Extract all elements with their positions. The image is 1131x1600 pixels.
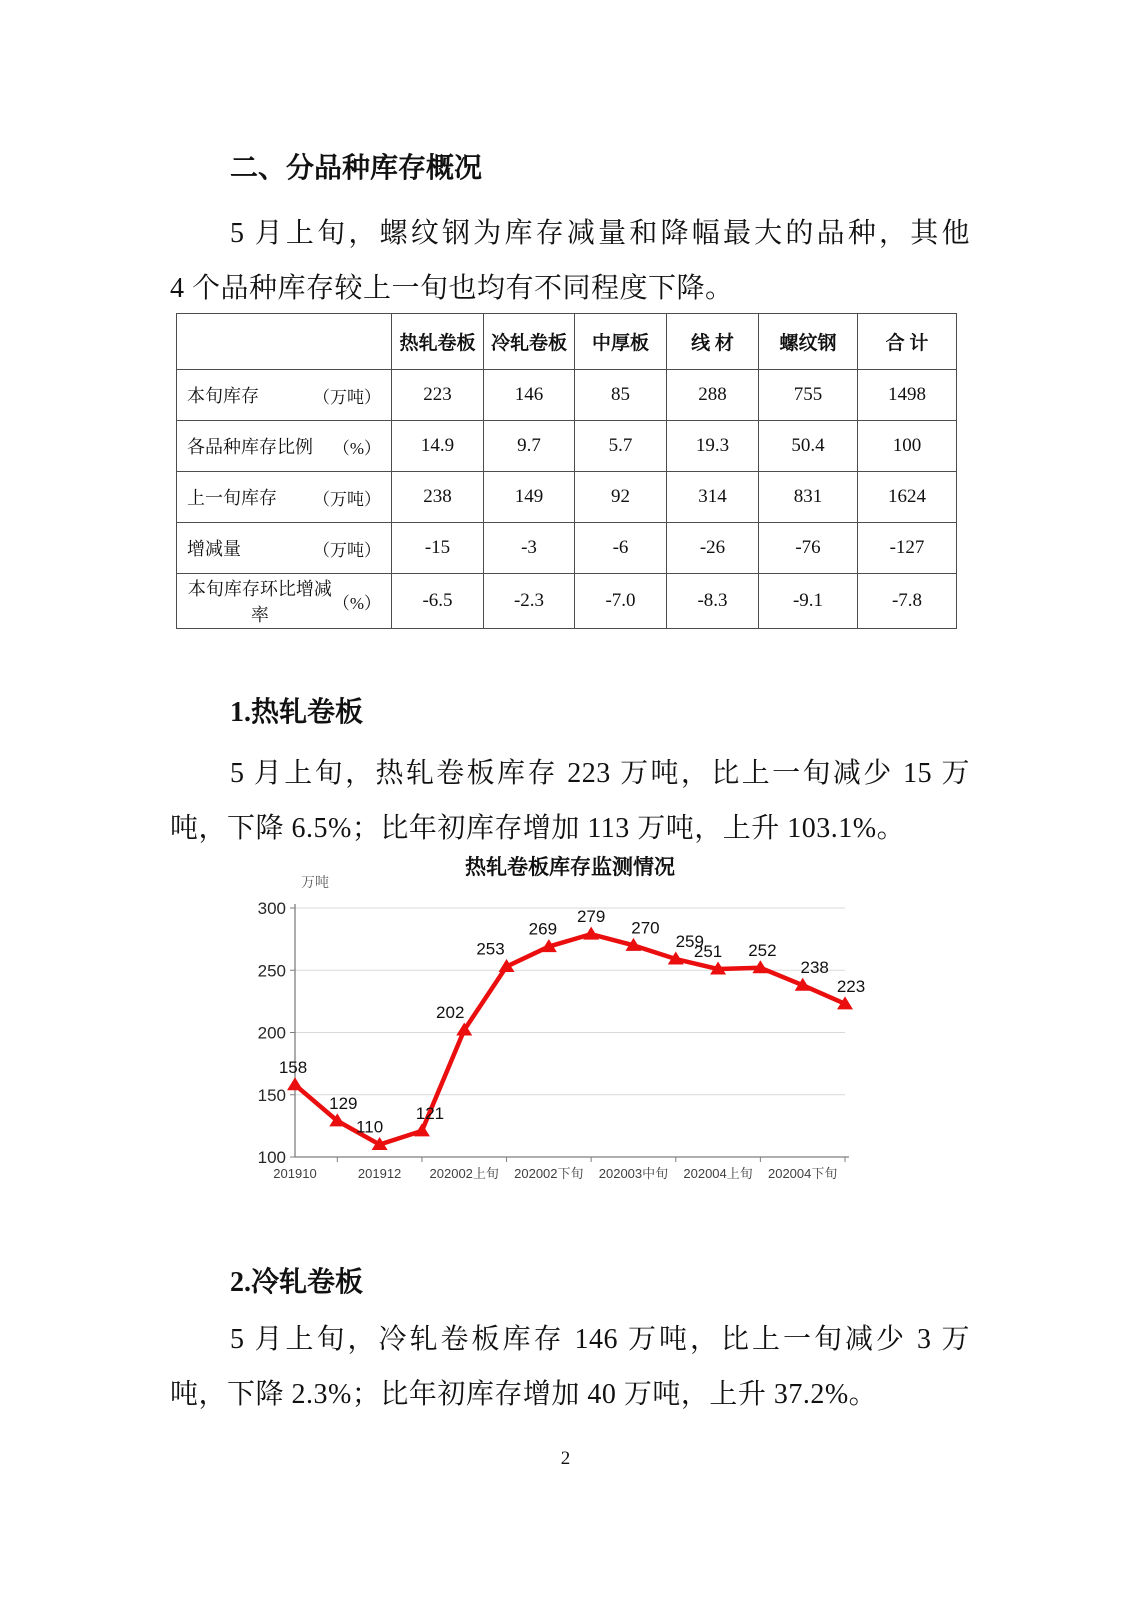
page-number: 2 [560, 1448, 571, 1469]
row-unit: （%） [332, 593, 381, 613]
table-row [177, 574, 957, 629]
y-tick-label: 300 [257, 899, 286, 918]
y-tick-label: 250 [257, 961, 286, 981]
cell-value: -3 [484, 523, 575, 574]
sub2-heading: 2.冷轧卷板 [230, 1267, 364, 1298]
cell-value: -76 [759, 523, 858, 574]
col-header-cold-rolled: 冷轧卷板 [484, 314, 575, 370]
data-point-label: 252 [748, 940, 777, 960]
cell-value: 314 [667, 472, 759, 523]
data-point-marker [583, 927, 599, 940]
data-point-label: 279 [576, 907, 606, 927]
data-point-label: 251 [693, 942, 723, 962]
sub1-line-2: 吨，下降 6.5%；比年初库存增加 113 万吨，上升 103.1%。 [170, 813, 906, 844]
cell-value: 1624 [858, 472, 957, 523]
cell-value: 9.7 [484, 421, 575, 472]
x-tick-label: 202004上旬 [683, 1166, 753, 1181]
row-label [178, 535, 390, 561]
data-point-marker [287, 1077, 303, 1090]
line-chart [240, 838, 880, 1198]
row-label [178, 575, 390, 627]
cell-value: 223 [392, 370, 484, 421]
data-point-label: 223 [836, 976, 866, 996]
x-tick-label: 202002下旬 [514, 1166, 584, 1181]
row-unit: （%） [332, 438, 381, 458]
col-header-hot-rolled: 热轧卷板 [392, 314, 484, 370]
sub2-line-1: 5 月上旬，冷轧卷板库存 146 万吨，比上一旬减少 3 万 [230, 1324, 970, 1355]
col-header-total: 合 计 [858, 314, 957, 370]
col-header-rebar: 螺纹钢 [759, 314, 858, 370]
cell-value: 92 [575, 472, 667, 523]
cell-value: -7.8 [858, 574, 957, 629]
cell-value: -26 [667, 523, 759, 574]
cell-value: 146 [484, 370, 575, 421]
row-label-text: 各品种库存比例 [187, 437, 313, 457]
table-row [177, 370, 957, 421]
cell-value: 19.3 [667, 421, 759, 472]
cell-value: -2.3 [484, 574, 575, 629]
row-unit: （万吨） [313, 387, 381, 407]
table-row [177, 421, 957, 472]
cell-value: 100 [858, 421, 957, 472]
cell-value: -15 [392, 523, 484, 574]
row-unit: （万吨） [313, 540, 381, 560]
data-point-label: 238 [800, 958, 829, 978]
data-point-marker [414, 1123, 430, 1136]
cell-value: -6.5 [392, 574, 484, 629]
data-point-label: 270 [631, 918, 660, 938]
cell-value: 85 [575, 370, 667, 421]
chart-y-axis-unit: 万吨 [301, 876, 329, 891]
row-unit: （万吨） [313, 489, 381, 509]
cell-value: 5.7 [575, 421, 667, 472]
data-point-label: 110 [356, 1117, 384, 1137]
cell-value: -127 [858, 523, 957, 574]
table-row [177, 472, 957, 523]
x-tick-label: 201912 [357, 1166, 402, 1181]
x-tick-label: 202003中旬 [598, 1166, 669, 1181]
x-tick-label: 201910 [273, 1166, 317, 1181]
x-tick-label: 202002上旬 [429, 1166, 499, 1181]
x-tick-label: 202004下旬 [767, 1166, 838, 1181]
table-header-row [177, 314, 957, 370]
row-label-text: 本旬库存环比增减率 [187, 579, 332, 625]
data-point-label: 259 [675, 932, 704, 952]
cell-value: 238 [392, 472, 484, 523]
sub1-line-1: 5 月上旬，热轧卷板库存 223 万吨，比上一旬减少 15 万 [230, 758, 970, 789]
table-row [177, 523, 957, 574]
y-tick-label: 150 [257, 1085, 286, 1105]
cell-value: -8.3 [667, 574, 759, 629]
data-point-label: 158 [278, 1057, 308, 1077]
row-label-text: 上一旬库存 [187, 488, 277, 508]
data-point-label: 202 [436, 1003, 465, 1023]
cell-value: 1498 [858, 370, 957, 421]
chart-title: 热轧卷板库存监测情况 [465, 855, 675, 879]
row-label-text: 本旬库存 [187, 386, 259, 406]
cell-value: -6 [575, 523, 667, 574]
sub1-heading: 1.热轧卷板 [230, 697, 364, 728]
intro-line-1: 5 月上旬，螺纹钢为库存减量和降幅最大的品种，其他 [230, 218, 970, 249]
y-tick-label: 100 [257, 1148, 286, 1167]
cell-value: 14.9 [392, 421, 484, 472]
data-point-label: 129 [329, 1093, 358, 1113]
cell-value: 288 [667, 370, 759, 421]
data-point-label: 269 [528, 919, 558, 939]
col-header-wire: 线 材 [667, 314, 759, 370]
section-heading: 二、分品种库存概况 [230, 153, 483, 184]
cell-value: 755 [759, 370, 858, 421]
y-tick-label: 200 [257, 1023, 286, 1043]
cell-value: 50.4 [759, 421, 858, 472]
col-header-blank [177, 314, 392, 370]
inventory-table [176, 313, 957, 629]
intro-line-2: 4 个品种库存较上一旬也均有不同程度下降。 [170, 273, 734, 304]
cell-value: -7.0 [575, 574, 667, 629]
data-point-label: 253 [476, 939, 505, 959]
row-label [178, 382, 390, 408]
col-header-plate: 中厚板 [575, 314, 667, 370]
cell-value: 149 [484, 472, 575, 523]
row-label [178, 484, 390, 510]
sub2-line-2: 吨，下降 2.3%；比年初库存增加 40 万吨，上升 37.2%。 [170, 1379, 878, 1410]
data-point-label: 121 [415, 1103, 445, 1123]
cell-value: 831 [759, 472, 858, 523]
cell-value: -9.1 [759, 574, 858, 629]
row-label [178, 433, 390, 459]
row-label-text: 增减量 [187, 539, 241, 559]
